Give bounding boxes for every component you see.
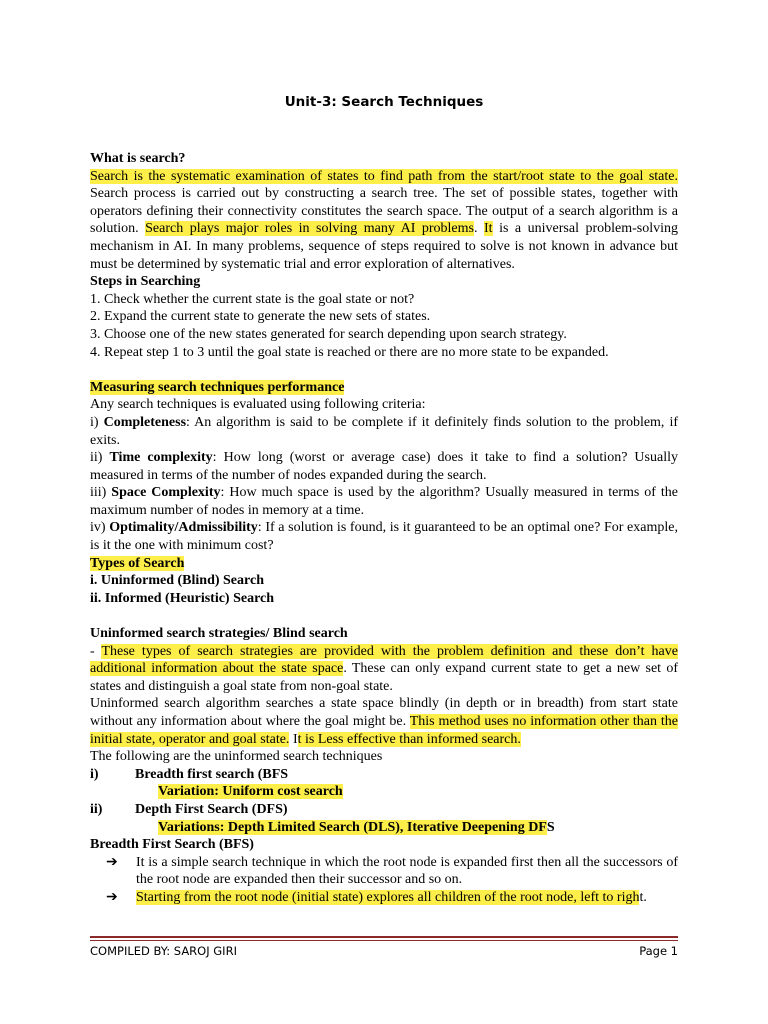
bfs-variation: [90, 783, 678, 801]
text-span: .: [474, 221, 485, 237]
criterion-text: : How much space is used by the algorithm? Usually measured in terms of the maximum number of nodes in memory at a time.: [90, 485, 678, 518]
step-item: 2. Expand the current state to generate the new sets of states.: [90, 309, 431, 325]
technique-item-dfs: [90, 801, 678, 819]
steps-heading: Steps in Searching: [90, 274, 201, 290]
criterion-prefix: iv): [90, 520, 110, 536]
arrow-icon: ➔: [106, 854, 118, 870]
criterion-completeness: [90, 414, 678, 449]
criterion-time-complexity: [90, 449, 678, 484]
highlight: t is Less effective than informed search.: [297, 731, 521, 747]
measuring-intro: Any search techniques is evaluated using following criteria:: [90, 397, 426, 413]
page-title: Unit-3: Search Techniques: [284, 94, 484, 110]
arrow-icon: ➔: [106, 889, 118, 905]
list-number: ii): [90, 801, 103, 817]
page-footer: [90, 944, 678, 958]
criterion-space-complexity: [90, 484, 678, 519]
text-span: Uninformed search algorithm searches a state space blindly (in depth or in breadth) from start state without any information about where the goal might be.: [90, 696, 678, 729]
criterion-prefix: ii): [90, 450, 110, 466]
dfs-variation: [90, 819, 678, 837]
measuring-heading: [90, 379, 678, 397]
spacer: [90, 361, 678, 379]
document-body: [90, 150, 678, 907]
bfs-bullet-1: [90, 854, 678, 889]
highlight: Variation: Uniform cost search: [158, 784, 343, 800]
criterion-prefix: iii): [90, 485, 112, 501]
uninformed-paragraph-1: [90, 643, 678, 696]
text-span: Search process is carried out by constructing a search tree. The set of possible states, together with operators defining their connectivity constitutes the search space. The output of a search algorithm is a solution.: [90, 186, 678, 237]
text-span: is a universal problem-solving mechanism in AI. In many problems, sequence of steps required to solve is not known in advance but must be determined by systematic trial and error exploration of alternatives.: [90, 221, 679, 272]
footer-author: COMPILED BY: SAROJ GIRI: [90, 944, 237, 958]
bfs-heading: Breadth First Search (BFS): [90, 837, 254, 853]
criterion-term: Space Complexity: [111, 485, 221, 501]
highlight: Types of Search: [90, 555, 185, 571]
highlight: Measuring search techniques performance: [90, 379, 345, 395]
highlight: Starting from the root node (initial state) explores all children of the root node, left to righ: [136, 889, 640, 905]
uninformed-paragraph-2: [90, 695, 678, 748]
highlight: These types of search strategies are provided with the problem definition and these don’t have additional information about the state space: [90, 643, 678, 677]
criterion-term: Completeness: [103, 414, 187, 430]
bullet-text: [136, 889, 678, 907]
list-label: Depth First Search (DFS): [135, 801, 288, 817]
step-item: 1. Check whether the current state is the goal state or not?: [90, 291, 415, 307]
what-is-search-paragraph: [90, 168, 678, 274]
highlight: Search plays major roles in solving many AI problems: [145, 221, 474, 237]
highlight: Search is the systematic examination of states to find path from the start/root state to the goal state.: [90, 168, 678, 184]
text-span: I: [289, 731, 298, 747]
criterion-term: Optimality/Admissibility: [109, 520, 258, 536]
criterion-text: : An algorithm is said to be complete if it definitely finds solution to the problem, if exits.: [90, 414, 678, 448]
uninformed-heading: Uninformed search strategies/ Blind search: [90, 626, 348, 642]
type-item: i. Uninformed (Blind) Search: [90, 573, 264, 589]
text-span: t.: [639, 889, 647, 905]
highlight: This method uses no information other than the initial state, operator and goal state.: [90, 714, 679, 747]
list-label: Breadth first search (BFS: [135, 766, 289, 782]
bfs-bullet-2: [90, 889, 678, 907]
highlight: Variations: Depth Limited Search (DLS), Iterative Deepening DF: [158, 819, 547, 835]
text-span: S: [546, 819, 555, 835]
type-item: ii. Informed (Heuristic) Search: [90, 590, 275, 606]
page-number: Page 1: [639, 944, 678, 958]
step-item: 3. Choose one of the new states generated for search depending upon search strategy.: [90, 326, 567, 342]
spacer: [90, 607, 678, 625]
step-item: 4. Repeat step 1 to 3 until the goal state is reached or there are no more state to be expanded.: [90, 344, 609, 360]
criterion-text: : If a solution is found, is it guaranteed to be an optimal one? For example, is it the one with minimum cost?: [90, 520, 678, 554]
uninformed-intro: The following are the uninformed search techniques: [90, 749, 383, 765]
criterion-text: : How long (worst or average case) does it take to find a solution? Usually measured in terms of the number of nodes expanded during the search.: [90, 450, 678, 483]
types-heading: [90, 555, 678, 573]
footer-rule: [90, 940, 678, 941]
list-number: i): [90, 766, 99, 782]
text-span: -: [90, 643, 102, 659]
criterion-term: Time complexity: [109, 450, 213, 466]
highlight: It: [484, 221, 493, 237]
technique-item-bfs: [90, 766, 678, 784]
criterion-prefix: i): [90, 414, 104, 430]
text-span: . These can only expand current state to get a new set of states and distinguish a goal state from non-goal state.: [90, 661, 678, 694]
footer-rule: [90, 936, 678, 938]
criterion-optimality: [90, 519, 678, 554]
what-is-search-heading: What is search?: [90, 151, 186, 166]
bullet-text: It is a simple search technique in which the root node is expanded first then all the successors of the root node are expanded then their successor and so on.: [136, 854, 678, 888]
